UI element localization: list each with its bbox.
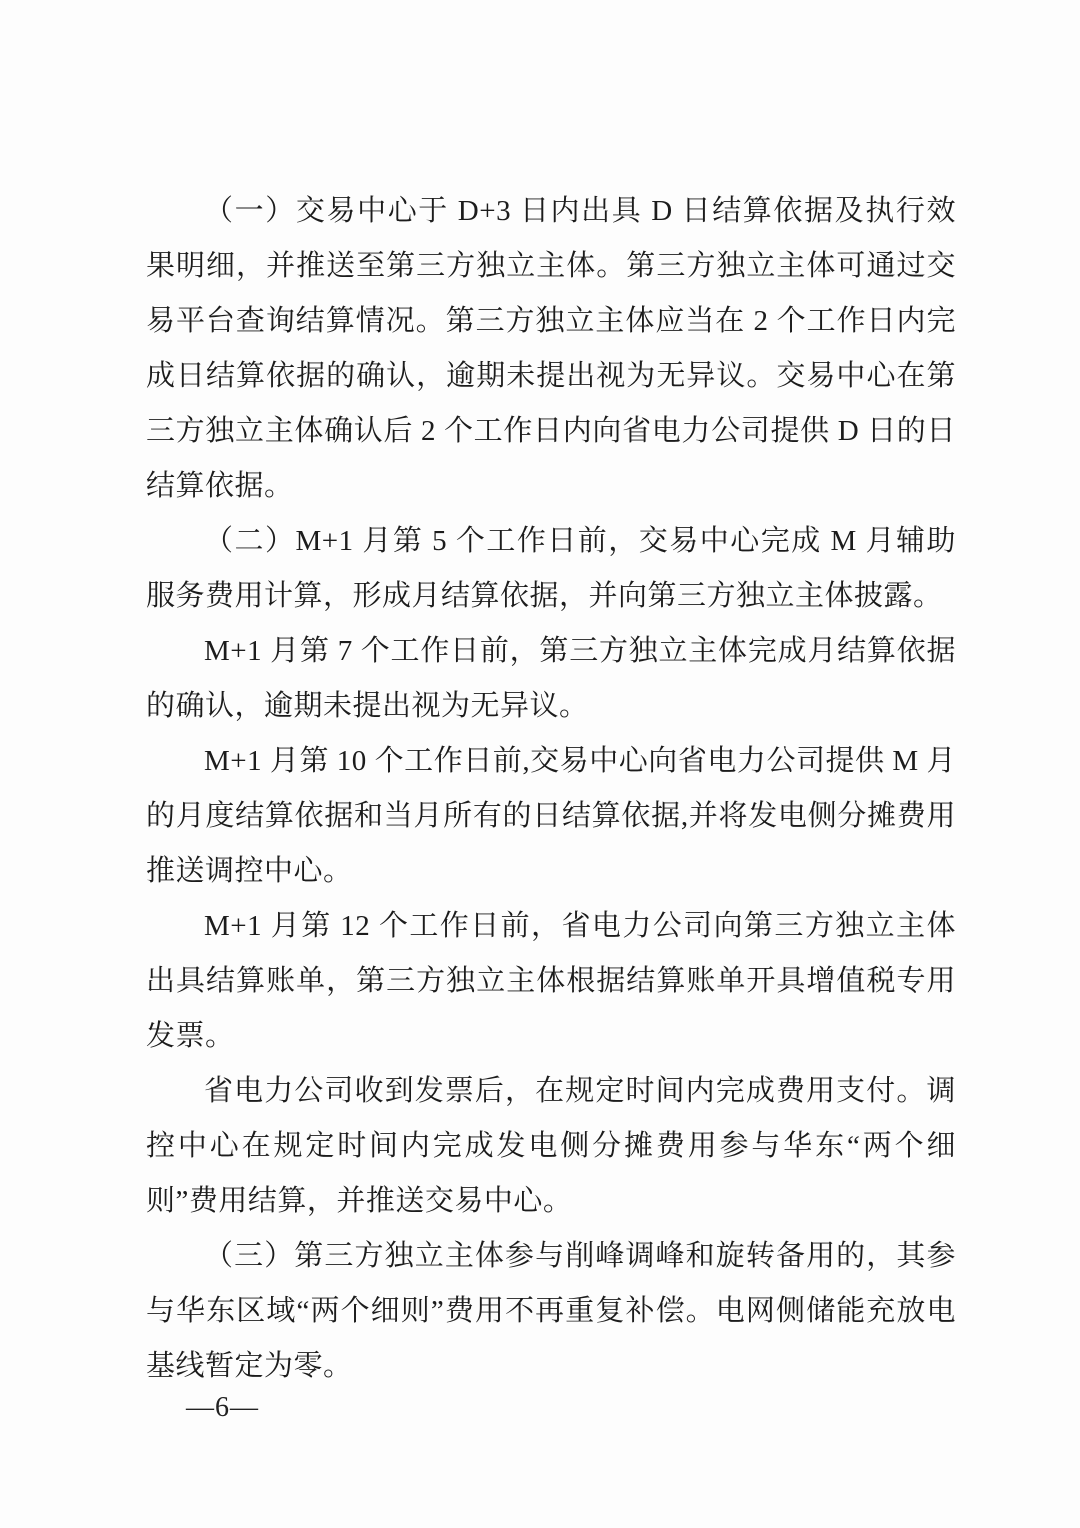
document-body (146, 184, 956, 1394)
paragraph-4: M+1 月第 10 个工作日前,交易中心向省电力公司提供 M 月的月度结算依据和当月所有的日结算依据,并将发电侧分摊费用推送调控中心。 (146, 745, 956, 887)
paragraph-3: M+1 月第 7 个工作日前，第三方独立主体完成月结算依据的确认，逾期未提出视为无异议。 (146, 635, 956, 722)
paragraph-6: 省电力公司收到发票后，在规定时间内完成费用支付。调控中心在规定时间内完成发电侧分摊费用参与华东“两个细则”费用结算，并推送交易中心。 (146, 1075, 956, 1217)
paragraph-2: （二）M+1 月第 5 个工作日前，交易中心完成 M 月辅助服务费用计算，形成月结算依据，并向第三方独立主体披露。 (146, 525, 956, 612)
paragraph-1: （一）交易中心于 D+3 日内出具 D 日结算依据及执行效果明细，并推送至第三方独立主体。第三方独立主体可通过交易平台查询结算情况。第三方独立主体应当在 2 个工作日内完成日结算依据的确认，逾期未提出视为无异议。交易中心在第三方独立主体确认后 2 个工作日内向省电力公司提供 D 日的日结算依据。 (146, 195, 956, 502)
paragraph-5: M+1 月第 12 个工作日前，省电力公司向第三方独立主体出具结算账单，第三方独立主体根据结算账单开具增值税专用发票。 (146, 910, 956, 1052)
page-number: —6— (186, 1392, 259, 1423)
paragraph-7: （三）第三方独立主体参与削峰调峰和旋转备用的，其参与华东区域“两个细则”费用不再重复补偿。电网侧储能充放电基线暂定为零。 (146, 1240, 956, 1382)
